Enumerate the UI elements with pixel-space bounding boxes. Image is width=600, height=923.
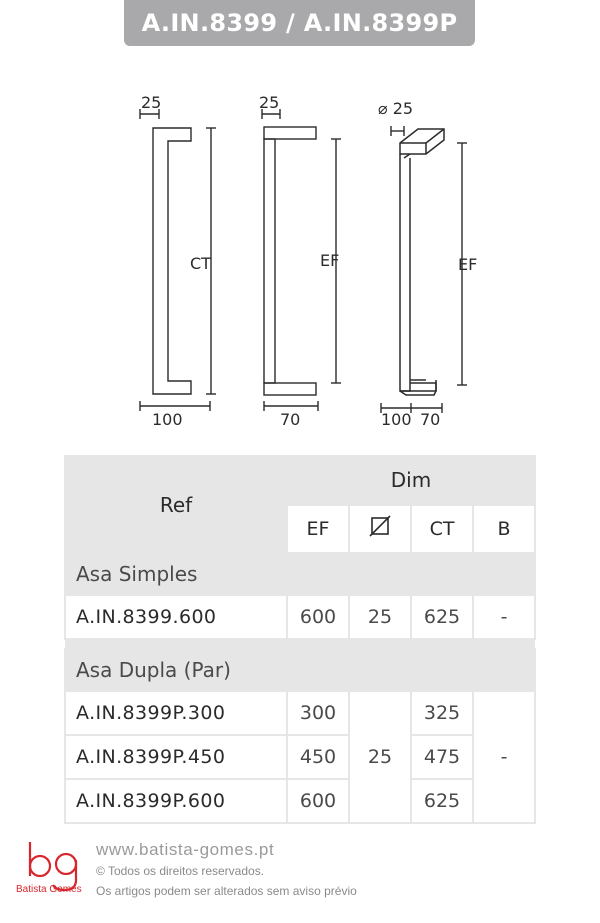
table-row bbox=[65, 691, 535, 735]
group-row-simples bbox=[65, 553, 535, 595]
table-row bbox=[65, 779, 535, 823]
ef-cell: 450 bbox=[287, 735, 349, 779]
ct-cell: 625 bbox=[411, 595, 473, 639]
double-handle-bar bbox=[264, 139, 275, 383]
table-row bbox=[65, 735, 535, 779]
diameter-icon bbox=[369, 515, 391, 537]
diameter-cell: 25 bbox=[349, 595, 411, 639]
double-3d-depth-label-b: 70 bbox=[420, 410, 441, 429]
group-label: Asa Simples bbox=[65, 553, 535, 595]
ref-cell: A.IN.8399P.450 bbox=[65, 735, 287, 779]
double-height-label: EF bbox=[320, 251, 340, 270]
single-width-label: 25 bbox=[141, 93, 162, 112]
technical-drawing bbox=[0, 0, 600, 450]
ef-cell: 600 bbox=[287, 595, 349, 639]
diameter-header bbox=[349, 505, 411, 554]
ref-cell: A.IN.8399.600 bbox=[65, 595, 287, 639]
double-handle-top-leg bbox=[264, 127, 316, 139]
ef-cell: 300 bbox=[287, 691, 349, 735]
website-link[interactable]: www.batista-gomes.pt bbox=[96, 840, 275, 859]
b-header: B bbox=[473, 505, 535, 554]
ct-cell: 625 bbox=[411, 779, 473, 823]
ref-cell: A.IN.8399P.300 bbox=[65, 691, 287, 735]
notice-text: Os artigos podem ser alterados sem aviso prévio bbox=[96, 884, 357, 898]
ct-cell: 325 bbox=[411, 691, 473, 735]
table-row bbox=[65, 595, 535, 639]
group-label: Asa Dupla (Par) bbox=[65, 649, 535, 691]
diameter-cell: 25 bbox=[349, 691, 411, 823]
double-width-label: 25 bbox=[259, 93, 280, 112]
diameter-label: ⌀ 25 bbox=[378, 99, 414, 118]
b-cell: - bbox=[473, 595, 535, 639]
brand-name: Batista Gomes bbox=[16, 884, 82, 895]
double-handle-3d bbox=[400, 129, 444, 395]
ef-cell: 600 bbox=[287, 779, 349, 823]
single-depth-label: 100 bbox=[152, 410, 183, 429]
copyright-text: © Todos os direitos reservados. bbox=[96, 864, 265, 878]
ct-header: CT bbox=[411, 505, 473, 554]
ref-cell: A.IN.8399P.600 bbox=[65, 779, 287, 823]
single-handle-profile bbox=[153, 128, 191, 394]
ct-cell: 475 bbox=[411, 735, 473, 779]
double-3d-height-label: EF bbox=[458, 255, 478, 274]
page-title: A.IN.8399 / A.IN.8399P bbox=[124, 0, 475, 46]
ef-header: EF bbox=[287, 505, 349, 554]
b-cell: - bbox=[473, 691, 535, 823]
spec-table bbox=[64, 455, 536, 824]
single-height-label: CT bbox=[190, 254, 211, 273]
double-3d-depth-label-a: 100 bbox=[381, 410, 412, 429]
double-handle-bottom-leg bbox=[264, 383, 316, 395]
group-row-dupla bbox=[65, 649, 535, 691]
ref-header: Ref bbox=[65, 456, 287, 553]
dim-header: Dim bbox=[287, 456, 535, 505]
double-depth-label: 70 bbox=[280, 410, 301, 429]
